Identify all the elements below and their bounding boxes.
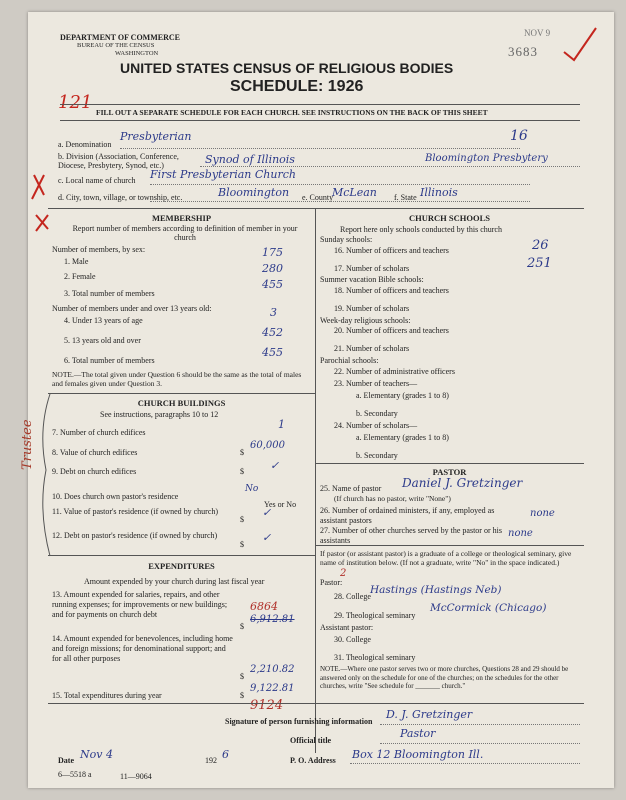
q2-label: 2. Female bbox=[64, 272, 96, 281]
q13-value: 6,912.81 bbox=[250, 614, 295, 625]
q9-value: ✓ bbox=[270, 459, 280, 472]
weekday-label: Week-day religious schools: bbox=[320, 316, 411, 325]
q5-label: 5. 13 years old and over bbox=[64, 336, 141, 345]
q14-dollar: $ bbox=[240, 672, 244, 681]
q1-label: 1. Male bbox=[64, 257, 89, 266]
q27-value: none bbox=[508, 528, 533, 539]
q5-value: 452 bbox=[262, 326, 283, 339]
q7-value: 1 bbox=[278, 418, 285, 431]
membership-intro: Report number of members according to definition of member in your church bbox=[72, 224, 298, 242]
pastor-note: NOTE.—Where one pastor serves two or more churches, Questions 28 and 29 should be answered only on the schedule for one of the churches; on the schedules for the other churches, write "See schedule for _______ church." bbox=[320, 665, 569, 690]
q14-value: 2,210.82 bbox=[250, 664, 295, 675]
q27-label: 27. Number of other churches served by the pastor or his assistants bbox=[320, 526, 502, 545]
state-value: Illinois bbox=[420, 186, 458, 199]
q17-label: 17. Number of scholars bbox=[334, 264, 410, 273]
county-label: e. County bbox=[302, 193, 334, 202]
division-value-2: Bloomington Presbytery bbox=[425, 153, 548, 164]
pastor-count: 2 bbox=[340, 568, 347, 579]
q8-label: 8. Value of church edifices bbox=[52, 448, 138, 457]
assistant-label: Assistant pastor: bbox=[320, 623, 374, 632]
q18-label: 18. Number of officers and teachers bbox=[334, 286, 449, 295]
q12-dollar: $ bbox=[240, 540, 244, 549]
expenditures-title: EXPENDITURES bbox=[148, 561, 215, 571]
trustee-margin-note: Trustee bbox=[20, 419, 35, 470]
q4-label: 4. Under 13 years of age bbox=[64, 316, 143, 325]
q29-label: 29. Theological seminary bbox=[334, 611, 416, 620]
q16-label: 16. Number of officers and teachers bbox=[334, 246, 449, 255]
signature-value: D. J. Gretzinger bbox=[386, 708, 473, 721]
city-label: WASHINGTON bbox=[115, 50, 159, 57]
print-code: 11—9064 bbox=[120, 772, 152, 781]
pastor-title: PASTOR bbox=[432, 467, 467, 477]
form-title: UNITED STATES CENSUS OF RELIGIOUS BODIES bbox=[120, 60, 454, 76]
q12-value: ✓ bbox=[262, 531, 272, 544]
red-check-mark bbox=[560, 24, 600, 64]
membership-note: NOTE.—The total given under Question 6 should be the same as the total of males and females given under Question 3. bbox=[52, 370, 302, 388]
church-name-value: First Presbyterian Church bbox=[150, 168, 296, 181]
q10-label: 10. Does church own pastor's residence bbox=[52, 492, 179, 501]
q29-value: McCormick (Chicago) bbox=[430, 602, 547, 614]
q24a-label: a. Elementary (grades 1 to 8) bbox=[356, 433, 449, 442]
official-title-label: Official title bbox=[290, 736, 332, 745]
q6-label: 6. Total number of members bbox=[64, 356, 155, 365]
q11-label: 11. Value of pastor's residence (if owned by church) bbox=[52, 507, 219, 516]
q25-note: (If church has no pastor, write "None") bbox=[334, 494, 451, 503]
q1-value: 175 bbox=[262, 246, 283, 259]
denomination-code: 16 bbox=[510, 128, 528, 144]
q11-value: ✓ bbox=[262, 506, 272, 519]
yes-no-hint: Yes or No bbox=[264, 500, 297, 509]
signature-label: Signature of person furnishing information bbox=[225, 717, 373, 726]
schools-intro: Report here only schools conducted by this church bbox=[340, 225, 502, 234]
by-age-label: Number of members under and over 13 years old: bbox=[52, 304, 212, 313]
q14-label: 14. Amount expended for benevolences, including home and foreign missions; for denominational support; and for all other purposes bbox=[52, 634, 233, 663]
q23a-label: a. Elementary (grades 1 to 8) bbox=[356, 391, 449, 400]
q15-label: 15. Total expenditures during year bbox=[52, 691, 162, 700]
pastor-sub-label: Pastor: bbox=[320, 578, 343, 587]
stamp-date: NOV 9 bbox=[524, 28, 551, 38]
schedule-title: SCHEDULE: 1926 bbox=[230, 78, 364, 95]
q23b-label: b. Secondary bbox=[356, 409, 398, 418]
division-label: b. Division (Association, Conference, Diocese, Presbytery, Synod, etc.) bbox=[58, 152, 179, 170]
q9-dollar: $ bbox=[240, 467, 244, 476]
year-prefix: 192 bbox=[205, 756, 217, 765]
po-value: Box 12 Bloomington Ill. bbox=[352, 748, 484, 761]
denomination-label: a. Denomination bbox=[58, 140, 112, 149]
by-sex-label: Number of members, by sex: bbox=[52, 245, 146, 254]
date-label: Date bbox=[58, 756, 74, 765]
q11-dollar: $ bbox=[240, 515, 244, 524]
city-value: Bloomington bbox=[218, 186, 290, 199]
q3-value: 455 bbox=[262, 278, 283, 291]
summer-label: Summer vacation Bible schools: bbox=[320, 275, 424, 284]
q25-value: Daniel J. Gretzinger bbox=[402, 476, 523, 490]
bureau-label: BUREAU OF THE CENSUS bbox=[77, 42, 155, 49]
buildings-title: CHURCH BUILDINGS bbox=[137, 398, 226, 408]
q24b-label: b. Secondary bbox=[356, 451, 398, 460]
q10-value: No bbox=[245, 484, 259, 494]
q4-value: 3 bbox=[270, 306, 277, 319]
buildings-intro: See instructions, paragraphs 10 to 12 bbox=[100, 410, 219, 419]
q16-value: 26 bbox=[532, 238, 549, 253]
q26-value: none bbox=[530, 508, 555, 519]
q28-label: 28. College bbox=[334, 592, 371, 601]
q7-label: 7. Number of church edifices bbox=[52, 428, 146, 437]
dept-label: DEPARTMENT OF COMMERCE bbox=[60, 33, 181, 42]
red-number: 121 bbox=[58, 92, 93, 113]
q20-label: 20. Number of officers and teachers bbox=[334, 326, 449, 335]
q25-label: 25. Name of pastor bbox=[320, 484, 382, 493]
q19-label: 19. Number of scholars bbox=[334, 304, 410, 313]
q28-value: Hastings (Hastings Neb) bbox=[370, 584, 502, 596]
q22-label: 22. Number of administrative officers bbox=[334, 367, 455, 376]
q30-label: 30. College bbox=[334, 635, 371, 644]
q9-label: 9. Debt on church edifices bbox=[52, 467, 137, 476]
q13-label: 13. Amount expended for salaries, repairs, and other running expenses; for improvements or new buildings; and for payments on church debt bbox=[52, 590, 228, 619]
q23-label: 23. Number of teachers— bbox=[334, 379, 418, 388]
q15-value: 9,122.81 bbox=[250, 683, 295, 694]
q17-value: 251 bbox=[527, 256, 552, 271]
q6-value: 455 bbox=[262, 346, 283, 359]
stamp-number: 3683 bbox=[508, 44, 538, 59]
official-title-value: Pastor bbox=[400, 727, 436, 740]
city-label-field: d. City, town, village, or township, etc. bbox=[58, 193, 183, 202]
parochial-label: Parochial schools: bbox=[320, 356, 379, 365]
q8-value: 60,000 bbox=[250, 440, 285, 451]
sunday-label: Sunday schools: bbox=[320, 235, 373, 244]
instructions-line: FILL OUT A SEPARATE SCHEDULE FOR EACH CHURCH. SEE INSTRUCTIONS ON THE BACK OF THIS SHEET bbox=[96, 108, 488, 117]
county-value: McLean bbox=[332, 186, 377, 199]
grad-note: If pastor (or assistant pastor) is a graduate of a college or theological seminary, give name of institution below. (If not a graduate, write "No" in the space indicated.) bbox=[320, 549, 572, 567]
expenditures-intro: Amount expended by your church during last fiscal year bbox=[84, 577, 265, 586]
q3-label: 3. Total number of members bbox=[64, 289, 155, 298]
division-value: Synod of Illinois bbox=[205, 153, 295, 166]
red-margin-marks bbox=[28, 165, 58, 245]
bracket-mark bbox=[32, 390, 56, 560]
church-name-label: c. Local name of church bbox=[58, 176, 136, 185]
q13-red-value: 6864 bbox=[250, 600, 278, 613]
date-value: Nov 4 bbox=[80, 748, 113, 761]
q2-value: 280 bbox=[262, 262, 283, 275]
schools-title: CHURCH SCHOOLS bbox=[409, 213, 490, 223]
q15-dollar: $ bbox=[240, 691, 244, 700]
membership-title: MEMBERSHIP bbox=[151, 213, 212, 223]
q13-dollar: $ bbox=[240, 622, 244, 631]
q31-label: 31. Theological seminary bbox=[334, 653, 416, 662]
q12-label: 12. Debt on pastor's residence (if owned by church) bbox=[52, 531, 218, 540]
q8-dollar: $ bbox=[240, 448, 244, 457]
denomination-value: Presbyterian bbox=[120, 130, 192, 143]
year-suffix: 6 bbox=[222, 748, 229, 761]
po-label: P. O. Address bbox=[290, 756, 336, 765]
q24-label: 24. Number of scholars— bbox=[334, 421, 418, 430]
q21-label: 21. Number of scholars bbox=[334, 344, 410, 353]
form-code: 6—5518 a bbox=[58, 770, 92, 779]
q26-label: 26. Number of ordained ministers, if any, employed as assistant pastors bbox=[320, 506, 495, 525]
state-label: f. State bbox=[394, 193, 417, 202]
q15-red-value: 9124 bbox=[250, 698, 284, 713]
